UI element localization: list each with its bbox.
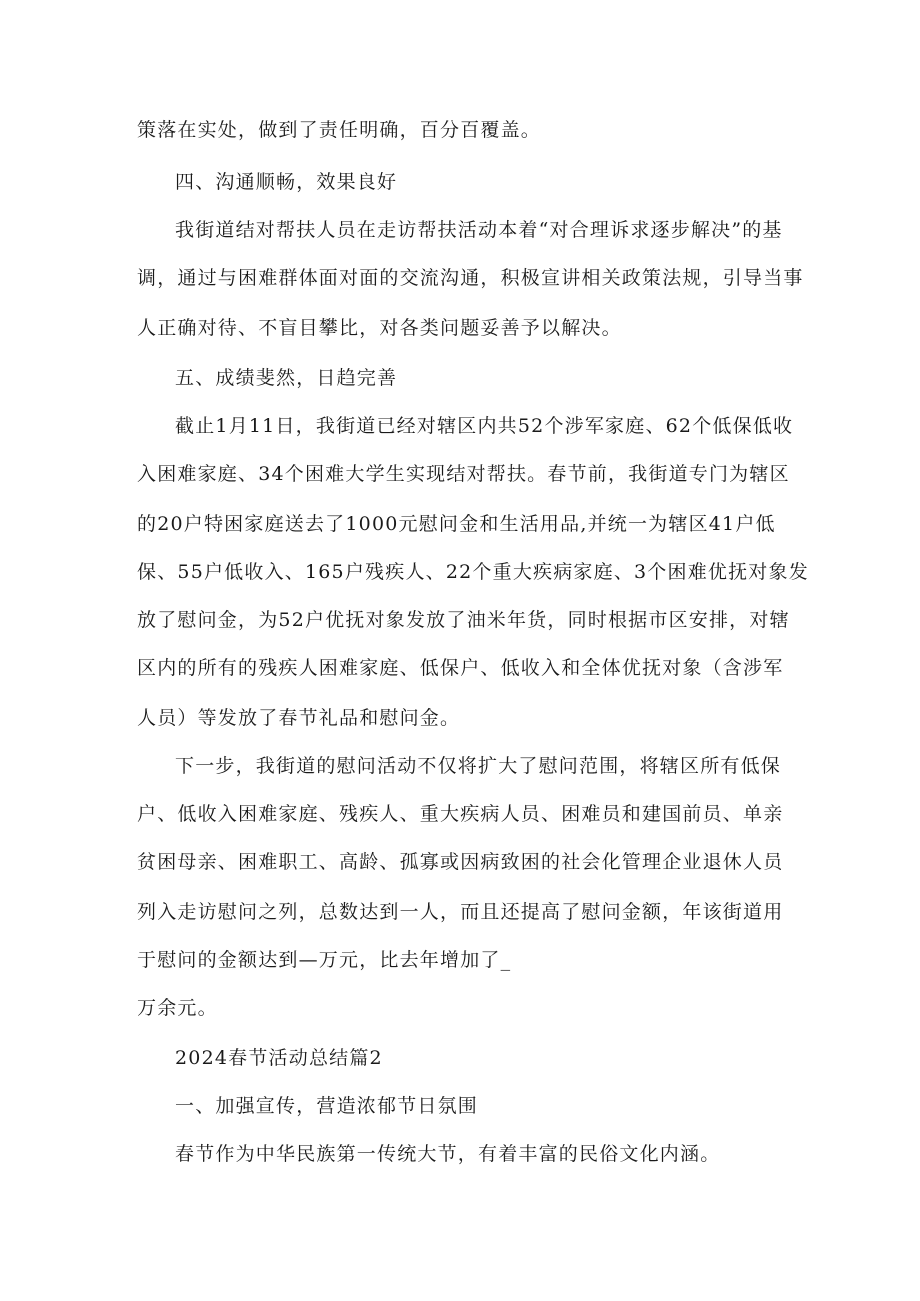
paragraph-line-13: 人员）等发放了春节礼品和慰问金。 <box>137 707 461 729</box>
paragraph-line-15: 户、低收入困难家庭、残疾人、重大疾病人员、困难员和建国前员、单亲 <box>137 803 784 825</box>
article-title-part-2: 2024春节活动总结篇2 <box>175 1047 383 1069</box>
section-heading-4: 四、沟通顺畅，效果良好 <box>175 171 398 193</box>
paragraph-line-18: 于慰问的金额达到—万元，比去年增加了_ <box>137 949 512 971</box>
paragraph-line-22: 春节作为中华民族第一传统大节，有着丰富的民俗文化内涵。 <box>175 1143 721 1165</box>
paragraph-line-8: 入困难家庭、34个困难大学生实现结对帮扶。春节前，我街道专门为辖区 <box>137 463 790 485</box>
paragraph-line-12: 区内的所有的残疾人困难家庭、低保户、低收入和全体优抚对象（含涉军 <box>137 657 784 679</box>
paragraph-line-17: 列入走访慰问之列，总数达到一人，而且还提高了慰问金额，年该街道用 <box>137 901 784 923</box>
paragraph-line-10: 保、55户低收入、165户残疾人、22个重大疾病家庭、3个困难优抚对象发 <box>137 561 809 583</box>
paragraph-line-4: 调，通过与困难群体面对面的交流沟通，积极宣讲相关政策法规，引导当事 <box>137 267 804 289</box>
paragraph-line-9: 的20户特困家庭送去了1000元慰问金和生活用品,并统一为辖区41户低 <box>137 513 776 535</box>
paragraph-line-3: 我街道结对帮扶人员在走访帮扶活动本着“对合理诉求逐步解决”的基 <box>175 219 783 241</box>
paragraph-line-1: 策落在实处，做到了责任明确，百分百覆盖。 <box>137 119 542 141</box>
paragraph-line-19: 万余元。 <box>137 997 218 1019</box>
paragraph-line-11: 放了慰问金，为52户优抚对象发放了油米年货，同时根据市区安排，对辖 <box>137 609 790 631</box>
paragraph-line-14: 下一步，我街道的慰问活动不仅将扩大了慰问范围，将辖区所有低保 <box>175 755 782 777</box>
section-heading-5: 五、成绩斐然，日趋完善 <box>175 367 398 389</box>
section-heading-1: 一、加强宣传，营造浓郁节日氛围 <box>175 1095 479 1117</box>
paragraph-line-7: 截止1月11日，我街道已经对辖区内共52个涉军家庭、62个低保低收 <box>175 415 794 437</box>
paragraph-line-16: 贫困母亲、困难职工、高龄、孤寡或因病致困的社会化管理企业退休人员 <box>137 851 784 873</box>
paragraph-line-5: 人正确对待、不盲目攀比，对各类问题妥善予以解决。 <box>137 317 622 339</box>
